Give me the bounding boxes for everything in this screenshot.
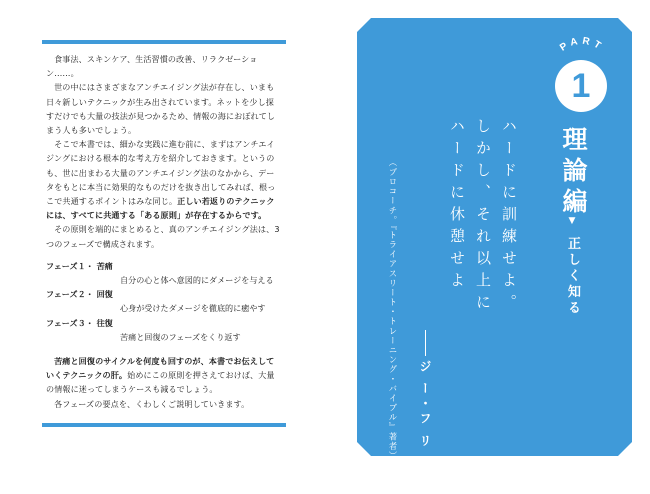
part-number: 1 [555, 60, 607, 112]
phase-list [46, 259, 282, 344]
chapter-title: 理論編 [559, 126, 588, 219]
phase-title: フェーズ２・ 回復 [46, 289, 113, 300]
paragraph-emphasis: 正しい若返りのテクニックには、すべてに共通する「ある原則」が存在するからです。 [46, 196, 275, 221]
left-page [0, 0, 325, 472]
chapter-subtitle-text: 正しく知る [565, 236, 580, 317]
author-credit: （ブロコーチ。『トライアスリート・トレーニング・バイブル』著者） [388, 158, 398, 461]
corner-notch [357, 18, 371, 32]
paragraph-text: そこで本書では、細かな実践に進む前に、まずはアンチエイジングにおける根本的な考え方を紹介しておきます。というのも、世に出まわる大量のアンチエイジング法のなかから、データをもとに本当に効果的なものだけを抜き出してみれば、根っこで共通するポイントはみな同じ。 [46, 139, 276, 207]
bottom-rule [42, 423, 286, 427]
phase-description: 心身が受けたダメージを徹底的に癒やす [120, 303, 266, 314]
corner-notch [618, 18, 632, 32]
body-text [46, 52, 282, 411]
phase-description: 苦痛と回復のフェーズをくり返す [120, 331, 241, 342]
quote-line: しかし、それ以上に [474, 118, 492, 316]
closing-text: 始めにこの原則を押さえておけば、大量の情報に迷ってしまうケースも減るでしょう。 [46, 370, 275, 395]
paragraph: 世の中にはさまざまなアンチエイジング法が存在し、いまも日々新しいテクニックが生み出されています。ネットを少し探すだけでも大量の技法が見つかるため、情報の海におぼれてしまう人も多いでしょう。 [46, 82, 276, 136]
triangle-down-icon: ▼ [567, 216, 577, 229]
paragraph [46, 137, 282, 222]
closing-paragraph: 各フェーズの要点を、くわしくご説明していきます。 [54, 398, 250, 409]
phase-title: フェーズ３・ 往復 [46, 317, 113, 328]
paragraph: 食事法、スキンケア、生活習慣の改善、リラクゼーション……。 [46, 54, 258, 79]
attribution-rule [425, 330, 426, 356]
paragraph: その原則を端的にまとめると、真のアンチエイジング法は、3つのフェーズで構成されます。 [46, 224, 280, 249]
closing-emphasis: 苦痛と回復のサイクルを何度も回すのが、本書でお伝えしていくテクニックの肝。 [46, 356, 275, 381]
quote-line: ハードに休憩せよ [448, 118, 466, 294]
phase-description: 自分の心と体へ意図的にダメージを与える [120, 275, 274, 286]
phase-title: フェーズ１・ 苦痛 [46, 260, 113, 271]
chapter-subtitle [563, 216, 582, 317]
quote-line: ハードに訓練せよ。 [500, 118, 518, 316]
svg-text:PART: PART [558, 35, 606, 54]
corner-notch [618, 442, 632, 456]
top-rule [42, 40, 286, 44]
corner-notch [357, 442, 371, 456]
closing-paragraph [46, 354, 282, 397]
quote-author: ジ ー・フ リ エ ル [418, 360, 432, 494]
chapter-panel [357, 18, 632, 494]
